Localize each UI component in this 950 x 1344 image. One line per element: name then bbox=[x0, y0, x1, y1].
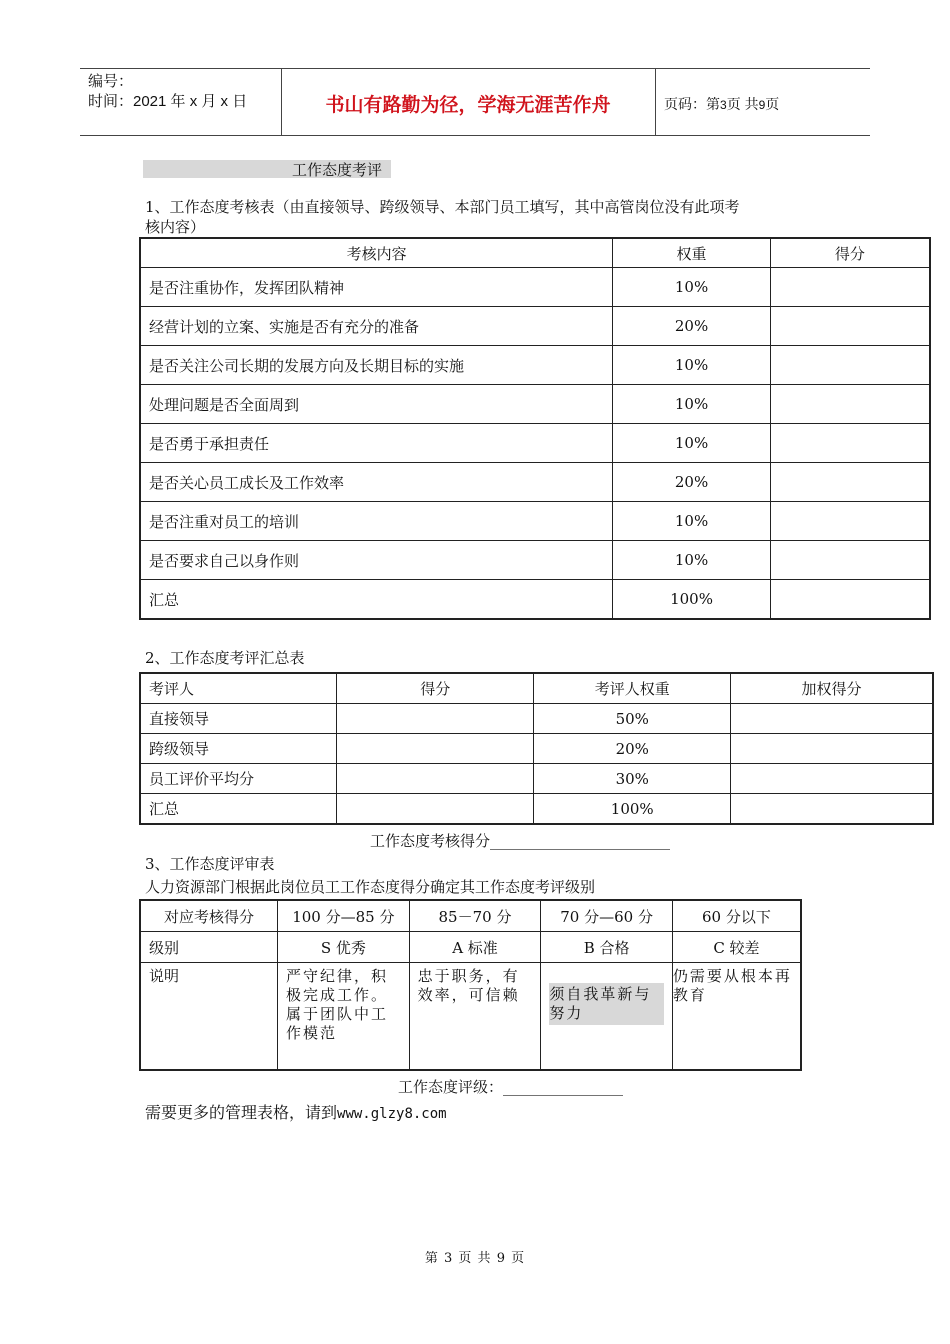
score-cell[interactable] bbox=[770, 502, 930, 541]
score-cell[interactable] bbox=[770, 541, 930, 580]
table-row-total: 汇总 100% bbox=[140, 794, 933, 825]
weighted-cell[interactable] bbox=[731, 704, 933, 734]
section3-heading: 3、工作态度评审表 bbox=[145, 855, 275, 873]
time-label: 时间：2021 年 x 月 x 日 bbox=[88, 93, 248, 110]
score-cell[interactable] bbox=[336, 704, 533, 734]
table-row: 是否注重对员工的培训 10% bbox=[140, 502, 930, 541]
website-link[interactable]: www.glzy8.com bbox=[337, 1106, 447, 1122]
weighted-cell[interactable] bbox=[731, 764, 933, 794]
table-row: 直接领导 50% bbox=[140, 704, 933, 734]
more-forms-line: 需要更多的管理表格，请到www.glzy8.com bbox=[145, 1103, 447, 1122]
desc-c-prefix: 仍 bbox=[672, 967, 690, 985]
table-row-description: 说明 严守纪律，积极完成工作。属于团队中工作模范 忠于职务，有效率，可信赖 须自我革新与努力 仍需要从根本再教育 bbox=[140, 963, 801, 1071]
header-top-rule bbox=[80, 68, 870, 69]
header-bottom-rule bbox=[80, 135, 870, 136]
score-cell[interactable] bbox=[336, 734, 533, 764]
table-row: 处理问题是否全面周到 10% bbox=[140, 385, 930, 424]
score-cell[interactable] bbox=[770, 307, 930, 346]
table-row: 是否关心员工成长及工作效率 20% bbox=[140, 463, 930, 502]
table-row: 跨级领导 20% bbox=[140, 734, 933, 764]
attitude-score-line: 工作态度考核得分________________________ bbox=[370, 832, 671, 850]
desc-a: 忠于职务，有效率，可信赖 bbox=[409, 963, 541, 1071]
score-cell[interactable] bbox=[770, 268, 930, 307]
score-cell[interactable] bbox=[770, 424, 930, 463]
table-header-row bbox=[140, 238, 930, 268]
table-row: 经营计划的立案、实施是否有充分的准备 20% bbox=[140, 307, 930, 346]
score-cell[interactable] bbox=[336, 794, 533, 825]
attitude-rating-line: 工作态度评级：________________ bbox=[398, 1078, 624, 1096]
header-meta bbox=[88, 72, 247, 112]
table-row: 是否勇于承担责任 10% bbox=[140, 424, 930, 463]
table-row-total: 汇总 100% bbox=[140, 580, 930, 620]
header-motto: 书山有路勤为径，学海无涯苦作舟 bbox=[325, 94, 611, 116]
table-header-row: 对应考核得分 100 分—85 分 85－70 分 70 分—60 分 60 分以下 bbox=[140, 900, 801, 932]
weighted-cell[interactable] bbox=[731, 794, 933, 825]
table-row: 是否关注公司长期的发展方向及长期目标的实施 10% bbox=[140, 346, 930, 385]
score-cell[interactable] bbox=[770, 580, 930, 620]
header-page-number: 页码：第3页 共9页 bbox=[664, 96, 780, 112]
section3-intro: 人力资源部门根据此岗位员工工作态度得分确定其工作态度考评级别 bbox=[145, 878, 596, 896]
desc-b: 须自我革新与努力 bbox=[549, 983, 664, 1025]
section1-heading: 1、工作态度考核表（由直接领导、跨级领导、本部门员工填写，其中高管岗位没有此项考 核内容） bbox=[145, 198, 740, 236]
table-row: 是否注重协作，发挥团队精神 10% bbox=[140, 268, 930, 307]
col-header-content: 考核内容 bbox=[140, 238, 613, 268]
header-divider-right bbox=[655, 68, 656, 136]
page-footer: 第 3 页 共 9 页 bbox=[424, 1251, 526, 1266]
table-row: 是否要求自己以身作则 10% bbox=[140, 541, 930, 580]
table-row-level: 级别 S 优秀 A 标准 B 合格 C 较差 bbox=[140, 932, 801, 963]
score-cell[interactable] bbox=[770, 346, 930, 385]
number-label: 编号： bbox=[88, 73, 134, 90]
score-cell[interactable] bbox=[770, 463, 930, 502]
attitude-summary-table bbox=[139, 672, 934, 825]
doc-title: 工作态度考评 bbox=[292, 161, 383, 179]
col-header-score: 得分 bbox=[770, 238, 930, 268]
attitude-assessment-table bbox=[139, 237, 931, 620]
section2-heading: 2、工作态度考评汇总表 bbox=[145, 649, 305, 667]
score-cell[interactable] bbox=[336, 764, 533, 794]
weighted-cell[interactable] bbox=[731, 734, 933, 764]
table-header-row: 考评人 得分 考评人权重 加权得分 bbox=[140, 673, 933, 704]
desc-s: 严守纪律，积极完成工作。属于团队中工作模范 bbox=[278, 963, 410, 1071]
attitude-review-table bbox=[139, 899, 802, 1071]
score-cell[interactable] bbox=[770, 385, 930, 424]
table-row: 员工评价平均分 30% bbox=[140, 764, 933, 794]
col-header-weight: 权重 bbox=[613, 238, 771, 268]
desc-c: 需要从根本再教育 bbox=[672, 967, 792, 1004]
